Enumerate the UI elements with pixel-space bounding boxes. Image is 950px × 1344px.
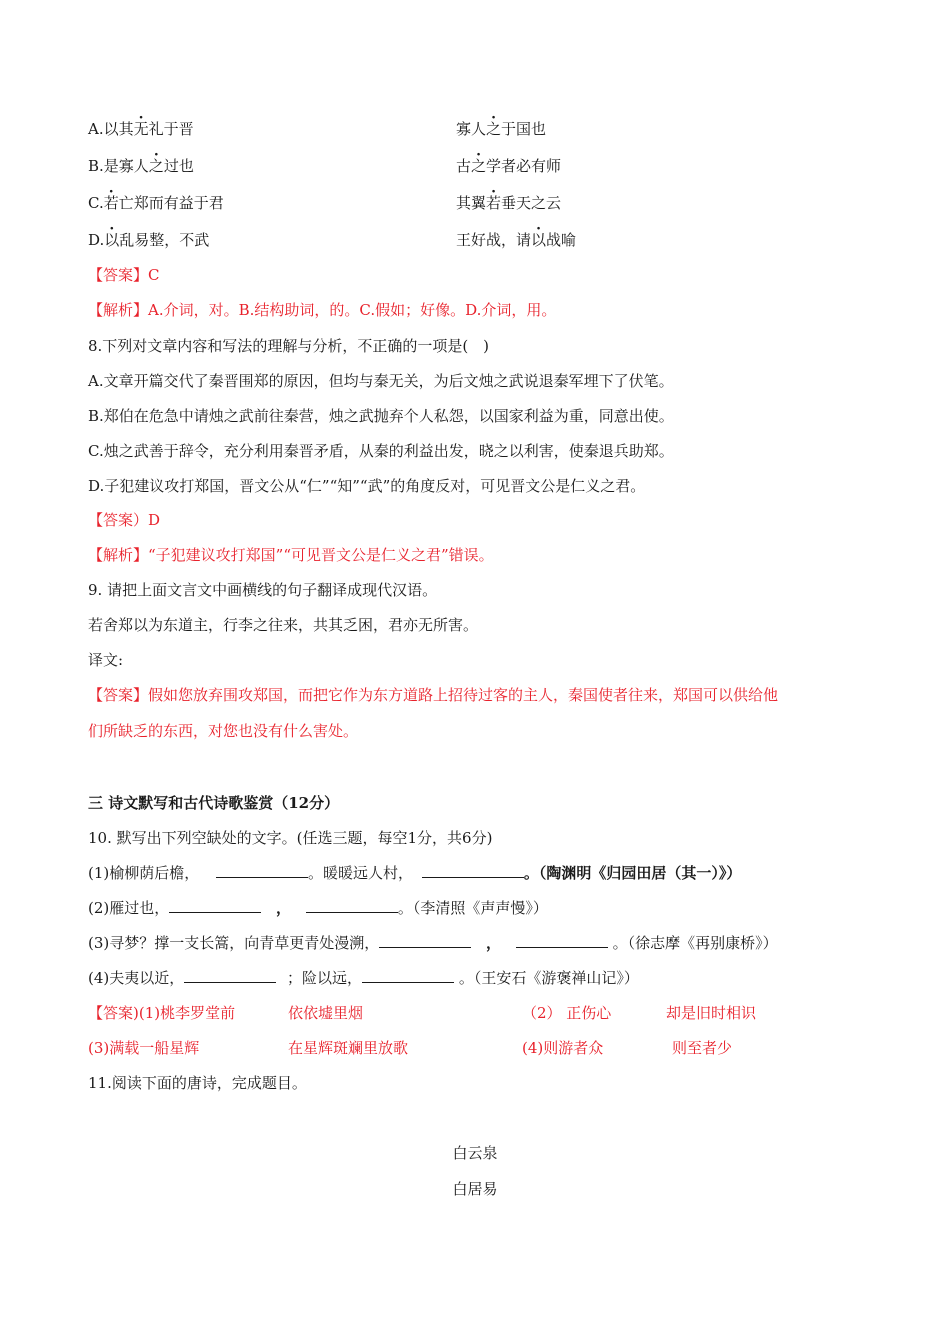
q8-question: 8.下列对文章内容和写法的理解与分析，不正确的一项是( ) [88,337,490,355]
q7-option-d-left: D.以乱易整，不武 [88,231,210,249]
emphasis-char: 之 [471,157,487,175]
q9-translation-label: 译文: [88,651,124,669]
q9-sentence: 若舍郑以为东道主，行李之往来，共其乏困，君亦无所害。 [88,616,479,634]
fill-blank[interactable] [516,933,608,948]
q8-option-b: B.郑伯在危急中请烛之武前往秦营，烛之武抛弃个人私怨，以国家利益为重，同意出使。 [88,407,674,425]
emphasis-char: 无 [133,120,149,138]
fill-blank[interactable] [422,863,524,878]
emphasis-char: 若 [486,194,502,212]
q8-option-a: A.文章开篇交代了秦晋围郑的原因，但均与秦无关，为后文烛之武说退秦军埋下了伏笔。 [88,372,674,390]
q10-answer-5: (3)满载一船星辉 [88,1039,200,1057]
q9-answer-line2: 们所缺乏的东西，对您也没有什么害处。 [88,722,359,740]
q10-answer-2: 依依墟里烟 [288,1004,364,1022]
q9-answer-line1: 【答案】假如您放弃围攻郑国，而把它作为东方道路上招待过客的主人，秦国使者往来，郑国可以供给他 [88,686,779,704]
q8-analysis: 【解析】“子犯建议攻打郑国”“可见晋文公是仁义之君”错误。 [88,546,494,564]
q10-question: 10. 默写出下列空缺处的文字。(任选三题，每空1分，共6分) [88,829,493,847]
q7-answer: 【答案】C [88,266,160,284]
fill-blank[interactable] [169,898,261,913]
q7-option-b-right: 古之学者必有师 [456,157,562,175]
q7-option-d-right: 王好战，请以战喻 [456,231,577,249]
q7-option-a-right: 寡人之于国也 [456,120,547,138]
emphasis-char: 若 [103,194,119,212]
q10-answer-7: (4)则游者众 [522,1039,604,1057]
q10-item-4: (4)夫夷以近， ；险以远， 。（王安石《游褒禅山记》） [88,969,639,987]
q8-option-c: C.烛之武善于辞令，充分利用秦晋矛盾，从秦的利益出发，晓之以利害，使秦退兵助郑。 [88,442,674,460]
section-title: 三 诗文默写和古代诗歌鉴赏（12分） [88,794,340,812]
q10-answer-6: 在星辉斑斓里放歌 [288,1039,409,1057]
q10-answer-1: 【答案)(1)桃李罗堂前 [88,1004,236,1022]
q10-item-2: (2)雁过也， ， 。（李清照《声声慢》） [88,899,548,917]
q10-item-1: (1)榆柳荫后檐， 。暖暖远人村， 。（陶渊明《归园田居（其一）》） [88,864,742,882]
q7-option-a-left: A.以其无礼于晋 [88,120,194,138]
emphasis-char: 之 [486,120,502,138]
poem-title: 白云泉 [452,1144,498,1162]
q7-analysis: 【解析】A.介词，对。B.结构助词，的。C.假如；好像。D.介词，用。 [88,301,557,319]
fill-blank[interactable] [306,898,398,913]
q8-answer: 【答案）D [88,511,161,529]
q10-answer-8: 则至者少 [672,1039,733,1057]
q11-question: 11.阅读下面的唐诗，完成题目。 [88,1074,307,1092]
q10-item-3: (3)寻梦？撑一支长篙，向青草更青处漫溯， ， 。（徐志摩《再别康桥》） [88,934,778,952]
q8-option-d: D.子犯建议攻打郑国，晋文公从“仁”“知”“武”的角度反对，可见晋文公是仁义之君。 [88,477,646,495]
fill-blank[interactable] [216,863,308,878]
emphasis-char: 以 [104,231,120,249]
q10-answer-3: （2） 正伤心 [522,1004,612,1022]
q10-answer-4: 却是旧时相识 [666,1004,757,1022]
poem-author: 白居易 [452,1180,498,1198]
q7-option-c-right: 其翼若垂天之云 [456,194,562,212]
q7-option-c-left: C.若亡郑而有益于君 [88,194,224,212]
q7-option-b-left: B.是寡人之过也 [88,157,194,175]
emphasis-char: 之 [148,157,164,175]
emphasis-char: 以 [531,231,547,249]
fill-blank[interactable] [362,968,454,983]
fill-blank[interactable] [184,968,276,983]
q9-question: 9. 请把上面文言文中画横线的句子翻译成现代汉语。 [88,581,438,599]
fill-blank[interactable] [379,933,471,948]
